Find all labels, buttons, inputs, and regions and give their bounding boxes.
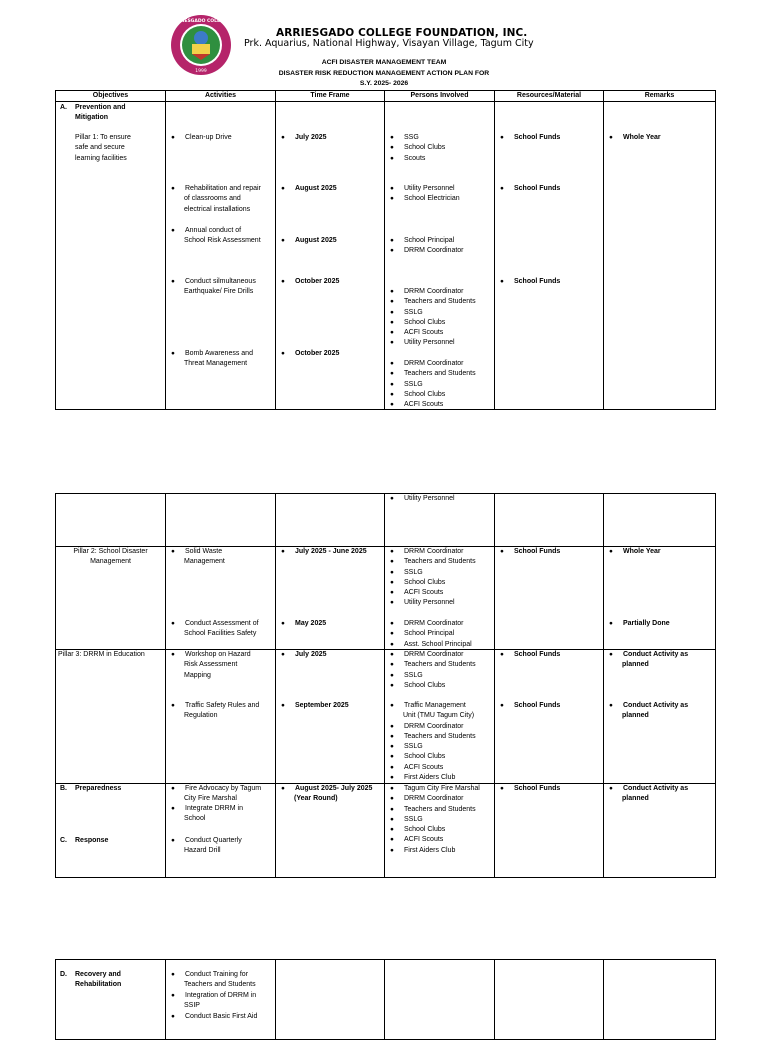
institution-name: ARRIESGADO COLLEGE FOUNDATION, INC. [276,27,528,39]
activity-hazard-drill: ● Conduct Quarterly Hazard Drill [170,836,273,857]
objective-b: B. Preparedness [60,785,122,792]
objective-c: C. Response [60,837,109,844]
activity-clean-up: ● Clean-up Drive [170,133,273,143]
action-plan-table-1 [55,90,716,410]
persons-list-5: ● DRRM Coordinator ● Teachers and Students ● SSLG ● School Clubs ● ACFI Scouts [389,359,492,410]
time-frame-1: ● July 2025 [280,133,382,143]
school-year: S.Y. 2025- 2026 [359,80,409,87]
b-remark: ● Conduct Activity as planned [608,784,713,805]
activity-bomb-awareness: ● Bomb Awareness and Threat Management [170,349,273,370]
col-time-frame: Time Frame [276,91,385,102]
p2-remark-1: ● Whole Year [608,547,713,557]
col-persons: Persons Involved [385,91,495,102]
pillar-1-label: Pillar 1: To ensure safe and secure learning facilities [75,134,131,162]
plan-title: DISASTER RISK REDUCTION MANAGEMENT ACTION PLAN FOR [278,70,490,77]
activity-risk-assessment: ● Annual conduct of School Risk Assessment [170,226,273,247]
resource-1: ● School Funds [499,133,601,143]
resource-4: ● School Funds [499,277,601,287]
action-plan-table-2 [55,493,716,878]
b-persons: ● Tagum City Fire Marshal ● DRRM Coordinator ● Teachers and Students ● SSLG ● School Clubs ● ACFI Scouts ● First Aiders Club [389,784,492,856]
p2-persons-1: ● DRRM Coordinator ● Teachers and Students ● SSLG ● School Clubs ● ACFI Scouts ● Utility Personnel [389,547,492,609]
p3-persons-2: ● Traffic Management Unit (TMU Tagum City) ● DRRM Coordinator ● Teachers and Students ● SSLG ● School Clubs ● ACFI Scouts ● First Aiders Club [389,701,492,783]
persons-list-4: ● DRRM Coordinator ● Teachers and Students ● SSLG ● School Clubs ● ACFI Scouts ● Utility Personnel [389,287,492,349]
activity-fire-advocacy: ● Fire Advocacy by Tagum City Fire Marshal [170,784,273,805]
remark-1: ● Whole Year [608,133,713,143]
resource-2: ● School Funds [499,184,601,194]
time-frame-3: ● August 2025 [280,236,382,246]
objective-d: D. Recovery and Rehabilitation [60,971,122,989]
persons-list-1: ● SSG ● School Clubs ● Scouts [389,133,492,164]
p3-persons-1: ● DRRM Coordinator ● Teachers and Students ● SSLG ● School Clubs [389,650,492,691]
svg-text:ARRIESGADO COLLEGE: ARRIESGADO COLLEGE [172,19,230,24]
p2-remark-2: ● Partially Done [608,619,713,629]
b-resource: ● School Funds [499,784,601,794]
activity-solid-waste: ● Solid Waste Management [170,547,273,568]
activity-training: ● Conduct Training for Teachers and Students [170,970,273,991]
col-objectives: Objectives [56,91,166,102]
activity-ssip-integration: ● Integration of DRRM in SSIP [170,991,273,1012]
p3-time-1: ● July 2025 [280,650,382,660]
col-activities: Activities [166,91,276,102]
persons-list-2: ● Utility Personnel ● School Electrician [389,184,492,205]
col-remarks: Remarks [604,91,716,102]
p3-remark-2: ● Conduct Activity as planned [608,701,713,722]
objective-a: A. Prevention and Mitigation [60,104,126,122]
p3-remark-1: ● Conduct Activity as planned [608,650,713,671]
b-time-frame: ● August 2025- July 2025 (Year Round) [280,784,382,805]
institution-address: Prk. Aquarius, National Highway, Visayan Village, Tagum City [244,38,534,49]
col-resources: Resources/Material [495,91,604,102]
p2-resource-1: ● School Funds [499,547,601,557]
action-plan-table-3 [55,959,716,1040]
p3-time-2: ● September 2025 [280,701,382,711]
pillar-3-label: Pillar 3: DRRM in Education [58,651,145,658]
activity-hazard-workshop: ● Workshop on Hazard Risk Assessment Mapping [170,650,273,681]
p3-resource-1: ● School Funds [499,650,601,660]
p3-resource-2: ● School Funds [499,701,601,711]
time-frame-5: ● October 2025 [280,349,382,359]
time-frame-2: ● August 2025 [280,184,382,194]
p2-time-2: ● May 2025 [280,619,382,629]
p2-persons-2: ● DRRM Coordinator ● School Principal ● Asst. School Principal [389,619,492,650]
activity-integrate-drrm: ● Integrate DRRM in School [170,804,273,825]
college-seal-logo [170,14,232,76]
p2-time-1: ● July 2025 - June 2025 [280,547,382,557]
activity-drills: ● Conduct silmultaneous Earthquake/ Fire Drills [170,277,273,298]
activity-first-aid: ● Conduct Basic First Aid [170,1012,273,1022]
persons-list-3: ● School Principal ● DRRM Coordinator [389,236,492,257]
persons-continued: ● Utility Personnel [389,494,492,504]
pillar-2-label: Pillar 2: School Disaster Management [73,548,148,566]
activity-facility-assessment: ● Conduct Assessment of School Facilities Safety [170,619,273,640]
team-title: ACFI DISASTER MANAGEMENT TEAM [321,59,447,66]
activity-traffic-safety: ● Traffic Safety Rules and Regulation [170,701,273,722]
logo-year: 1999 [195,69,207,74]
time-frame-4: ● October 2025 [280,277,382,287]
activity-rehabilitation: ● Rehabilitation and repair of classrooms and electrical installations [170,184,273,215]
